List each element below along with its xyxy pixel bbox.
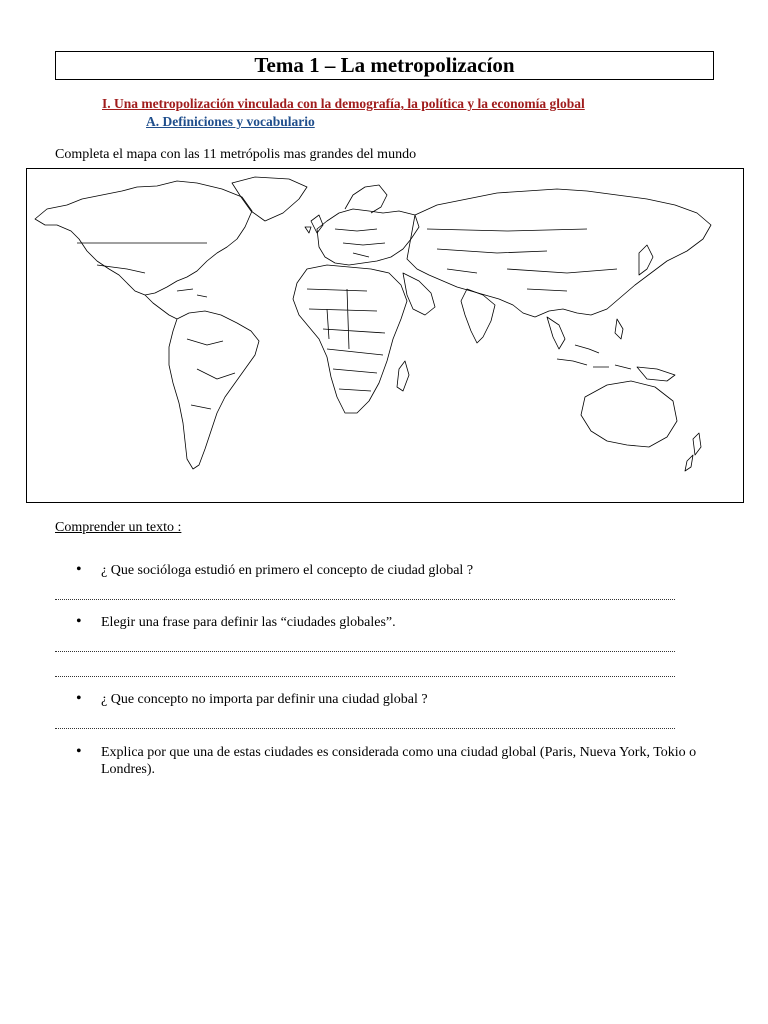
japan-outline <box>639 245 653 275</box>
europe-borders <box>335 229 385 257</box>
new-zealand-outline <box>685 433 701 471</box>
asia-borders <box>427 229 617 291</box>
south-america-borders <box>187 339 235 409</box>
asia-outline <box>407 189 711 317</box>
bullet-marker: • <box>76 561 82 578</box>
central-america-outline <box>145 295 177 319</box>
world-map <box>27 169 743 502</box>
answer-line-1[interactable] <box>55 599 675 600</box>
map-instruction: Completa el mapa con las 11 metrópolis mas grandes del mundo <box>55 147 417 162</box>
australia-outline <box>581 381 677 447</box>
scandinavia-outline <box>345 185 387 213</box>
british-isles-outline <box>305 215 323 233</box>
question-1: ¿ Que socióloga estudió en primero el concepto de ciudad global ? <box>101 563 474 578</box>
bullet-marker: • <box>76 690 82 707</box>
question-2: Elegir una frase para definir las “ciudades globales”. <box>101 615 396 630</box>
southeast-asia-outline <box>547 317 565 349</box>
indonesia-islands <box>557 345 631 369</box>
comprehension-label: Comprender un texto : <box>55 520 182 535</box>
section-heading: I. Una metropolización vinculada con la demografía, la política y la economía global <box>102 96 585 111</box>
india-outline <box>461 289 495 343</box>
page-title: Tema 1 – La metropolizacíon <box>55 51 714 80</box>
bullet-marker: • <box>76 613 82 630</box>
answer-line-3[interactable] <box>55 728 675 729</box>
africa-borders <box>307 289 385 391</box>
answer-line-2a[interactable] <box>55 651 675 652</box>
new-guinea-outline <box>637 367 675 381</box>
question-3: ¿ Que concepto no importa par definir una ciudad global ? <box>101 692 428 707</box>
world-map-frame[interactable] <box>26 168 744 503</box>
south-america-outline <box>169 311 259 469</box>
usa-mexico-border <box>97 265 145 273</box>
madagascar-outline <box>397 361 409 391</box>
bullet-marker: • <box>76 743 82 760</box>
africa-outline <box>293 265 407 413</box>
north-america-outline <box>35 181 252 295</box>
question-4: Explica por que una de estas ciudades es considerada como una ciudad global (Paris, Nueva York, Tokio o Londres). <box>101 745 697 777</box>
answer-line-2b[interactable] <box>55 676 675 677</box>
philippines-outline <box>615 319 623 339</box>
arabia-outline <box>403 273 435 315</box>
subsection-heading: A. Definiciones y vocabulario <box>146 114 315 129</box>
caribbean-islands <box>177 289 207 297</box>
